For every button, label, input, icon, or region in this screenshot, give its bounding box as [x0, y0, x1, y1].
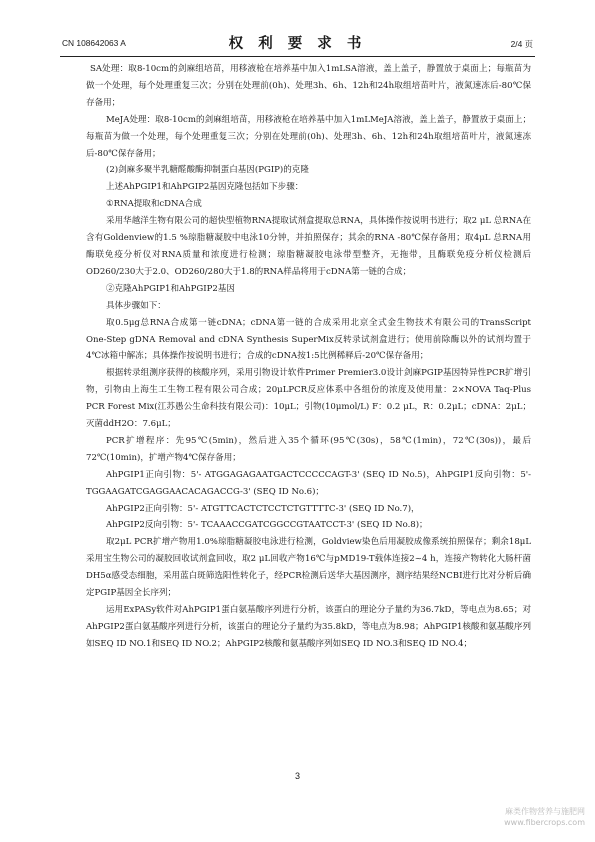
watermark-site-name: 麻类作物营养与施肥网 — [505, 807, 585, 816]
watermark — [504, 806, 585, 828]
page-number: 3 — [294, 771, 300, 781]
paragraph-primer-design: 根据转录组测序获得的核酸序列，采用引物设计软件Primer Premier3.0设计剑麻PGIP基因特异性PCR扩增引物，引物由上海生工生物工程有限公司合成；20μLPCR反应体系中各组份的浓度及使用量：2×NOVA Taq-Plus PCR Forest Mix(江苏愚公生命科技有限公司)：10μL；引物(10μmol/L) F：0.2 μL，R：0.2μL；cDNA：2μL；灭菌ddH2O：7.6μL； — [86, 368, 531, 430]
step-heading-rna-extraction: ①RNA提取和cDNA合成 — [106, 199, 202, 210]
paragraph-pcr-program: PCR扩增程序：先95℃(5min)，然后进入35个循环(95℃(30s)，58℃(1min)，72℃(30s))，最后72℃(10min)，扩增产物4℃保存备用； — [86, 435, 531, 463]
section-heading-pgip-cloning: (2)剑麻多聚半乳糖醛酸酶抑制蛋白基因(PGIP)的克隆 — [106, 165, 309, 176]
paragraph-pgip2-forward-primer: AhPGIP2正向引物：5'- ATGTTCACTCTCCTCTGTTTTC-3' (SEQ ID No.7)， — [106, 503, 420, 514]
step-heading-gene-cloning: ②克隆AhPGIP1和AhPGIP2基因 — [106, 283, 235, 294]
paragraph-pgip1-primers: AhPGIP1正向引物：5'- ATGGAGAGAATGACTCCCCCAGT-3' (SEQ ID No.5)，AhPGIP1反向引物：5'- TGGAAGATCGAGGAACACAGACCG-3' (SEQ ID No.6)； — [86, 469, 531, 497]
paragraph-protein-analysis: 运用ExPASy软件对AhPGIP1蛋白氨基酸序列进行分析，该蛋白的理论分子量约为36.7kD，等电点为8.65；对AhPGIP2蛋白氨基酸序列进行分析，该蛋白的理论分子量约为35.8kD，等电点为8.98；AhPGIP1核酸和氨基酸序列如SEQ ID NO.1和SEQ ID NO.2；AhPGIP2核酸和氨基酸序列如SEQ ID NO.3和SEQ ID NO.4； — [86, 605, 531, 649]
patent-number: CN 108642063 A — [62, 38, 126, 48]
paragraph-sa-treatment: SA处理：取8-10cm的剑麻组培苗，用移液枪在培养基中加入1mLSA溶液，盖上盖子，静置放于桌面上；每瓶苗为做一个处理，每个处理重复三次；分别在处理前(0h)、处理3h、6h、12h和24h取组培苗叶片，液氮速冻后-80℃保存备用； — [86, 64, 531, 108]
paragraph-rna-extraction: 采用华越洋生物有限公司的超快型植物RNA提取试剂盒提取总RNA，具体操作按说明书进行；取2 μL 总RNA在含有Goldenview的1.5 %琼脂糖凝胶中电泳10分钟，并拍照保存；其余的RNA -80℃保存备用；取4μL 总RNA用酶联免疫分析仪对RNA质量和浓度进行检测；琼脂糖凝胶电泳带型整齐，无拖带，且酶联免疫分析仪检测后OD260/230大于2.0、OD260/280大于1.8的RNA样品将用于cDNA第一链的合成； — [86, 216, 531, 277]
page-header — [60, 30, 535, 57]
claims-body — [86, 61, 531, 653]
paragraph-cloning-intro: 上述AhPGIP1和AhPGIP2基因克隆包括如下步骤： — [106, 182, 304, 193]
paragraph-cdna-synthesis: 取0.5μg总RNA合成第一链cDNA；cDNA第一链的合成采用北京全式金生物技术有限公司的TransScript One-Step gDNA Removal and cDNA Synthesis SuperMix反转录试剂盒进行；使用前除酶以外的试剂均置于4℃冰箱中解冻；具体操作按说明书进行；合成的cDNA按1:5比例稀释后-20℃保存备用； — [86, 317, 531, 362]
paragraph-pgip2-reverse-primer: AhPGIP2反向引物：5'- TCAAACCGATCGGCCGTAATCCT-3' (SEQ ID No.8)； — [106, 520, 428, 531]
page-indicator: 2/4 页 — [510, 39, 533, 49]
paragraph-steps-label: 具体步骤如下： — [106, 300, 166, 311]
watermark-url: www.fibercrops.com — [504, 818, 585, 827]
paragraph-pcr-detection: 取2μL PCR扩增产物用1.0%琼脂糖凝胶电泳进行检测，Goldview染色后用凝胶成像系统拍照保存；剩余18μL采用宝生物公司的凝胶回收试剂盒回收，取2 μL回收产物16℃与pMD19-T载体连接2~4 h，连接产物转化大肠杆菌DH5α感受态细胞，采用蓝白斑筛选阳性转化子，经PCR检测后送华大基因测序，测序结果经NCBI进行比对分析后确定PGIP基因全长序列； — [86, 537, 531, 599]
document-title: 权 利 要 求 书 — [228, 35, 367, 52]
paragraph-meja-treatment: MeJA处理：取8-10cm的剑麻组培苗，用移液枪在培养基中加入1mLMeJA溶液，盖上盖子，静置放于桌面上；每瓶苗为做一个处理，每个处理重复三次；分别在处理前(0h)、处理3h、6h、12h和24h取组培苗叶片，液氮速冻后-80℃保存备用； — [86, 114, 531, 159]
